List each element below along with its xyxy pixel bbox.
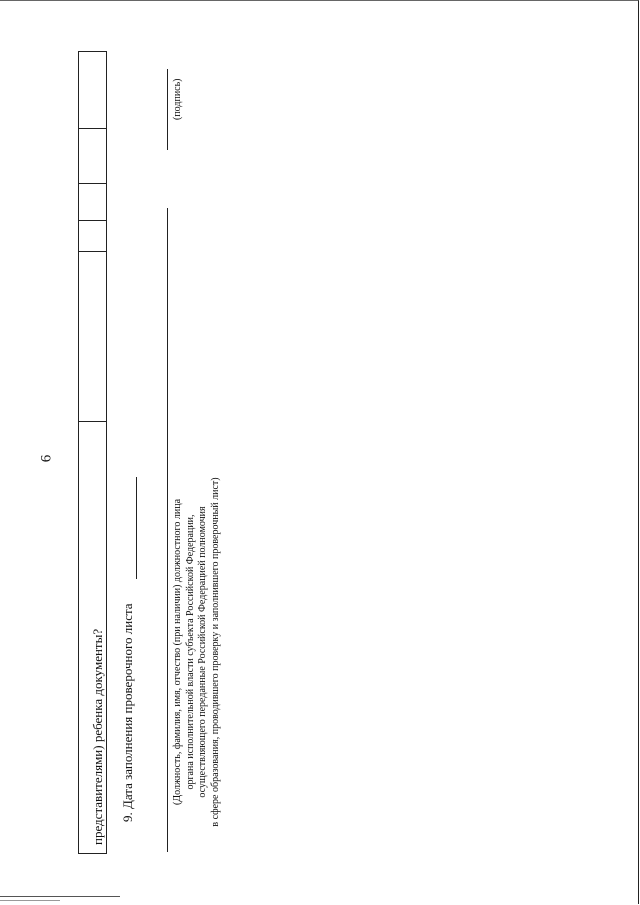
page-number: 6 — [38, 454, 55, 463]
caption-line: органа исполнительной власти субъекта Российской Федерации, — [184, 514, 196, 790]
date-underline — [136, 477, 137, 579]
table-cell-divider — [78, 220, 107, 221]
table-cell-divider — [78, 183, 107, 184]
signature-line-gap — [166, 150, 169, 208]
caption-line: (Должность, фамилия, имя, отчество (при наличии) должностного лица — [172, 498, 183, 806]
table-border-right — [106, 51, 107, 854]
table-cell-divider — [78, 251, 107, 252]
table-cell-divider — [78, 853, 107, 854]
caption-line: в сфере образования, проводившего проверку и заполнившего проверочный лист) — [209, 477, 221, 827]
official-position-caption — [172, 462, 222, 842]
date-of-completion-label: 9. Дата заполнения проверочного листа — [120, 603, 135, 822]
table-border-left — [78, 51, 79, 854]
caption-line: осуществляющего переданные Российской Федерацией полномочия — [197, 506, 208, 798]
table-cell-divider — [78, 51, 107, 52]
signature-caption: (подпись) — [172, 78, 183, 120]
table-cell-divider — [78, 128, 107, 129]
scan-edge-line — [0, 900, 60, 901]
question-cell-text: представителями) ребенка документы? — [90, 628, 105, 845]
table-cell-divider — [78, 421, 107, 422]
scan-edge-line — [0, 896, 120, 897]
